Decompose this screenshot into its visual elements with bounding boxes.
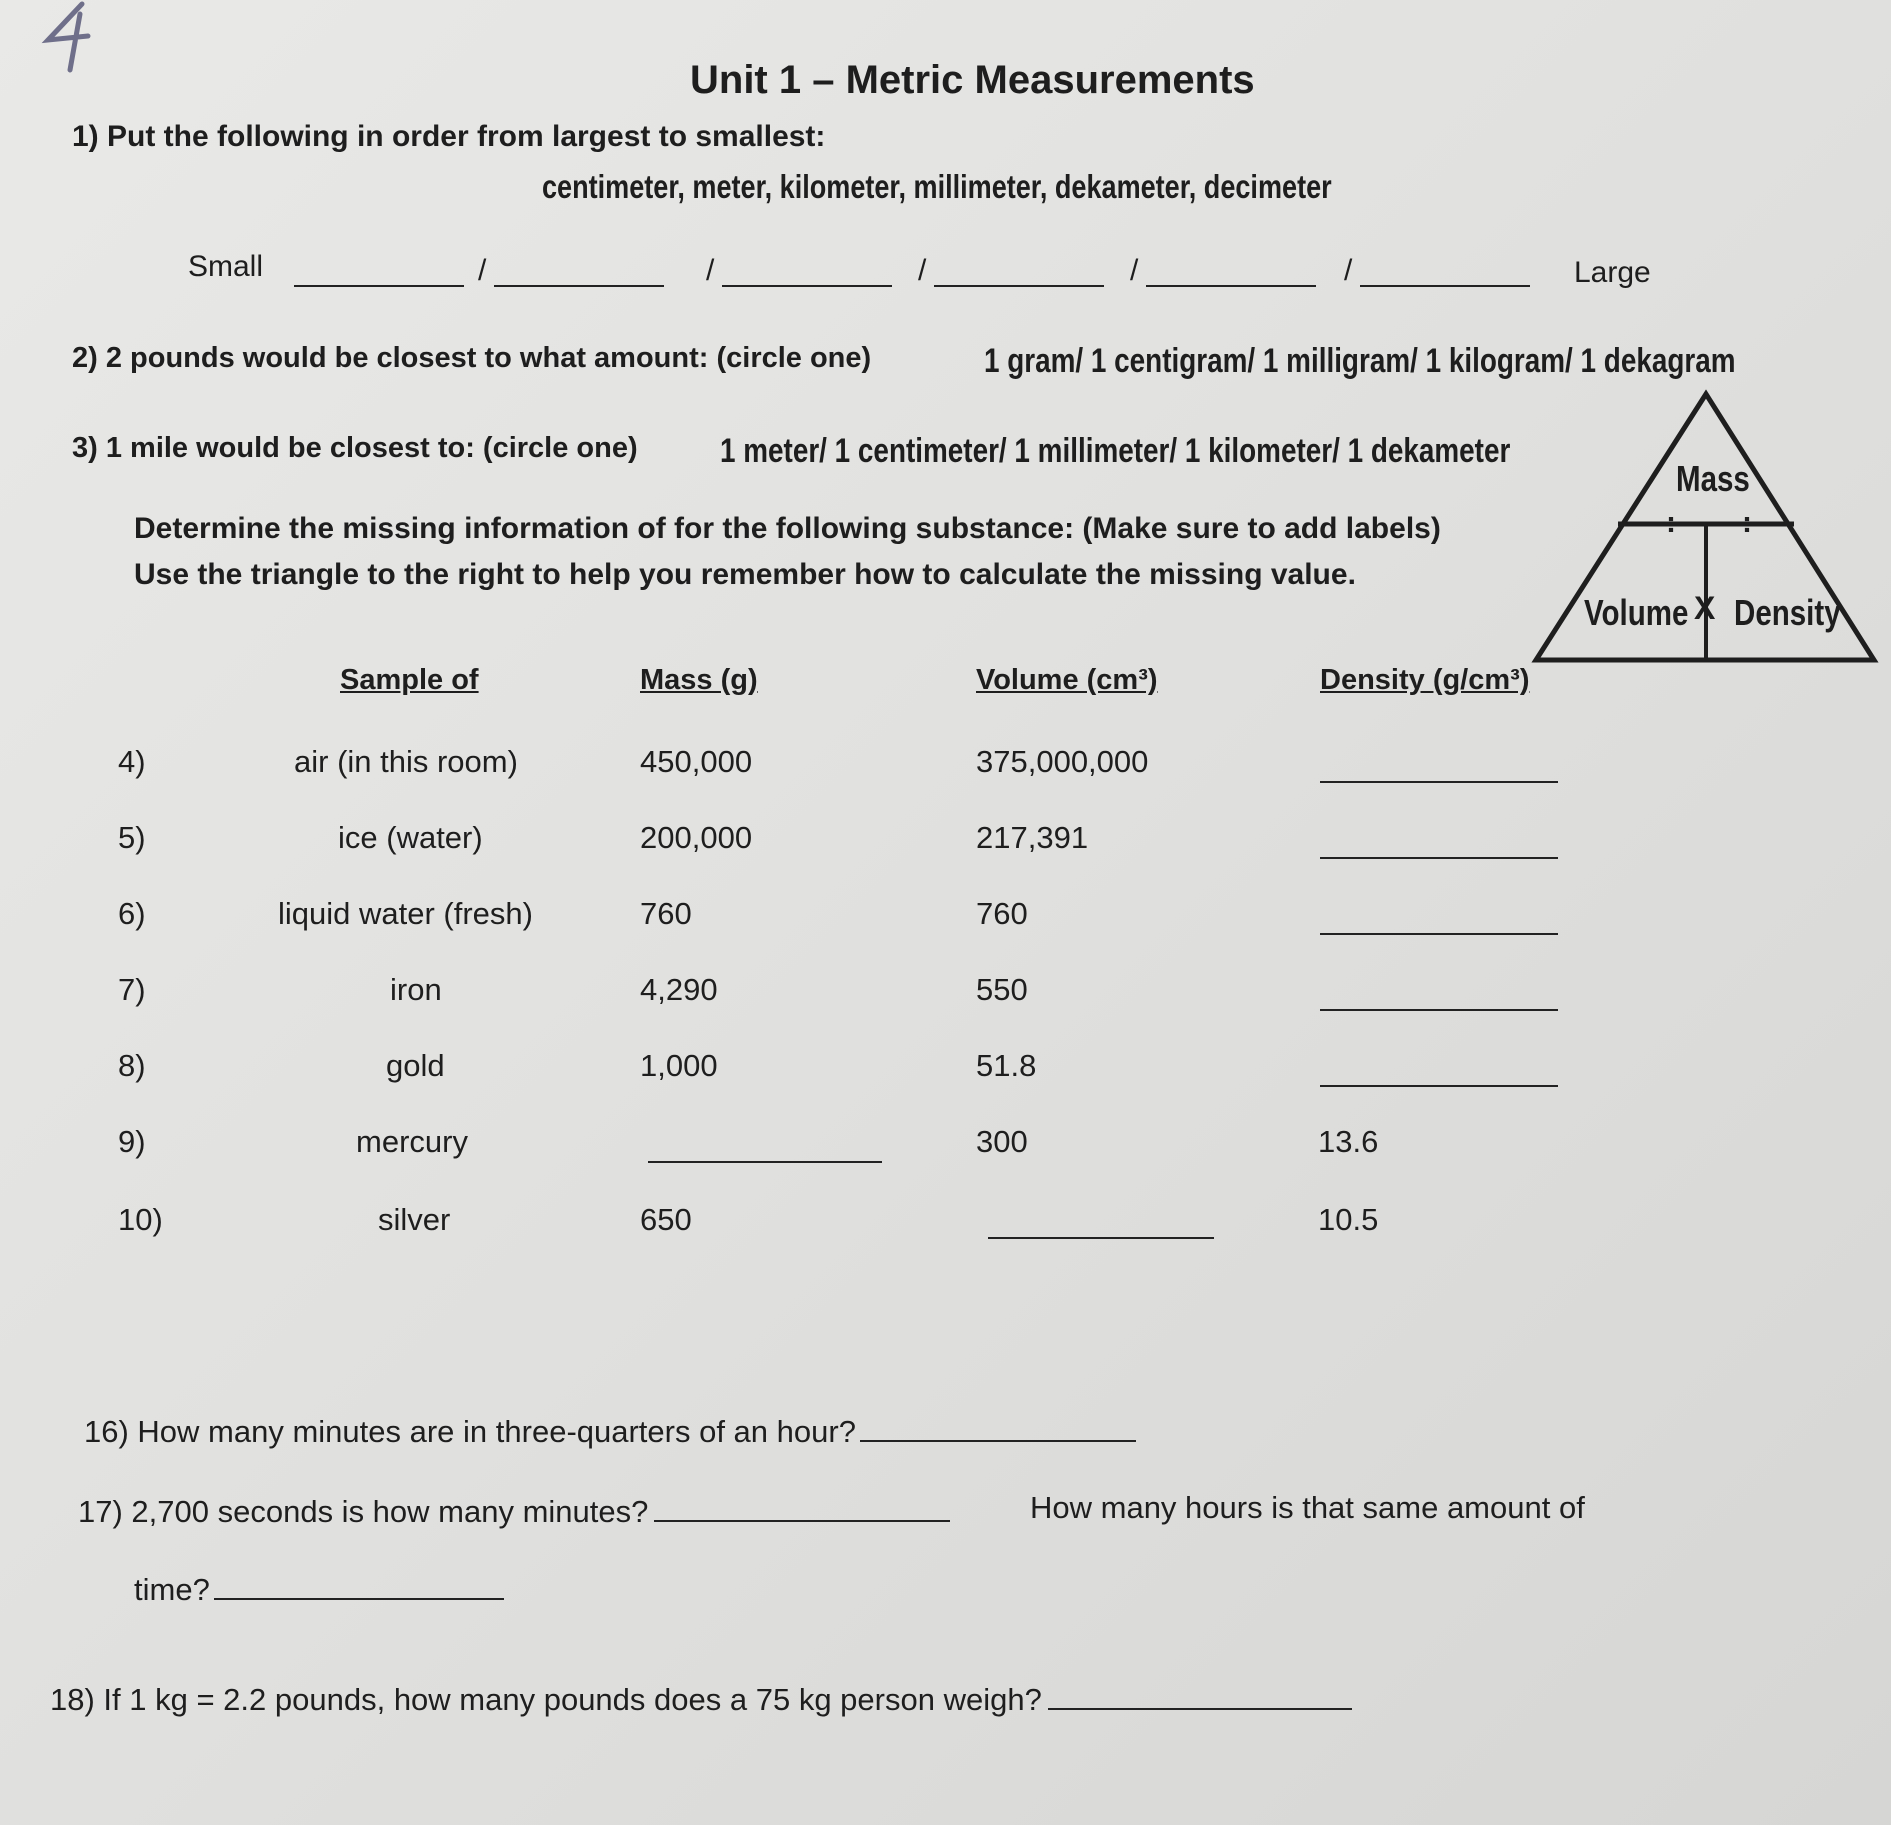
- density-blank[interactable]: [1320, 932, 1558, 935]
- q1-prompt: 1) Put the following in order from largest to smallest:: [72, 120, 826, 153]
- row-volume: 375,000,000: [976, 744, 1149, 779]
- row-volume: 760: [976, 896, 1028, 931]
- row-sample: ice (water): [338, 820, 483, 855]
- mass-blank[interactable]: [648, 1160, 882, 1163]
- page-title: Unit 1 – Metric Measurements: [690, 58, 1255, 102]
- order-blank-3[interactable]: [722, 284, 892, 287]
- density-blank[interactable]: [1320, 1008, 1558, 1011]
- row-sample: air (in this room): [294, 744, 518, 779]
- q17-minutes-blank[interactable]: [654, 1519, 950, 1522]
- row-number: 5): [118, 820, 146, 855]
- header-sample: Sample of: [340, 664, 479, 696]
- row-sample: liquid water (fresh): [278, 896, 533, 931]
- q16: [84, 1414, 1136, 1450]
- row-mass: 1,000: [640, 1048, 718, 1083]
- separator: /: [918, 254, 927, 287]
- q16-answer-blank[interactable]: [860, 1439, 1136, 1442]
- row-number: 6): [118, 896, 146, 931]
- instructions-line-2: Use the triangle to the right to help you remember how to calculate the missing value.: [134, 558, 1356, 591]
- q3-options[interactable]: 1 meter/ 1 centimeter/ 1 millimeter/ 1 kilometer/ 1 dekameter: [720, 432, 1511, 470]
- triangle-volume-label: Volume: [1584, 592, 1689, 633]
- row-mass: 760: [640, 896, 692, 931]
- row-volume: 51.8: [976, 1048, 1037, 1083]
- order-blank-1[interactable]: [294, 284, 464, 287]
- row-density: 13.6: [1318, 1124, 1379, 1159]
- q17-hours-blank[interactable]: [214, 1597, 504, 1600]
- separator: /: [1130, 254, 1139, 287]
- q17-text-1: 17) 2,700 seconds is how many minutes?: [78, 1494, 649, 1529]
- row-mass: 200,000: [640, 820, 753, 855]
- q16-text: 16) How many minutes are in three-quarters of an hour?: [84, 1414, 856, 1449]
- row-number: 9): [118, 1124, 146, 1159]
- q1-unit-list: centimeter, meter, kilometer, millimeter, dekameter, decimeter: [542, 168, 1332, 205]
- row-density: 10.5: [1318, 1202, 1379, 1237]
- q18-text: 18) If 1 kg = 2.2 pounds, how many pounds does a 75 kg person weigh?: [50, 1682, 1042, 1717]
- triangle-divide-left: :: [1666, 506, 1676, 539]
- q17-line-2: [134, 1572, 504, 1608]
- q17-text-2: How many hours is that same amount of: [1030, 1490, 1585, 1525]
- q17-text-3: time?: [134, 1572, 210, 1607]
- row-sample: iron: [390, 972, 442, 1007]
- order-blank-5[interactable]: [1146, 284, 1316, 287]
- table-row: [0, 1202, 1891, 1252]
- instructions-line-1: Determine the missing information of for the following substance: (Make sure to add labels): [134, 512, 1441, 545]
- row-volume: 550: [976, 972, 1028, 1007]
- q18-answer-blank[interactable]: [1048, 1707, 1352, 1710]
- q2-text: 2) 2 pounds would be closest to what amount: (circle one): [72, 342, 872, 374]
- q2-options[interactable]: 1 gram/ 1 centigram/ 1 milligram/ 1 kilogram/ 1 dekagram: [984, 342, 1736, 380]
- table-row: [0, 972, 1891, 1022]
- volume-blank[interactable]: [988, 1236, 1214, 1239]
- triangle-density-label: Density: [1734, 592, 1841, 633]
- row-sample: mercury: [356, 1124, 468, 1159]
- header-mass: Mass (g): [640, 664, 758, 696]
- row-number: 10): [118, 1202, 163, 1237]
- triangle-divide-right: :: [1742, 506, 1752, 539]
- header-volume: Volume (cm³): [976, 664, 1158, 696]
- table-row: [0, 820, 1891, 870]
- row-mass: 650: [640, 1202, 692, 1237]
- density-blank[interactable]: [1320, 780, 1558, 783]
- separator: /: [1344, 254, 1353, 287]
- density-blank[interactable]: [1320, 856, 1558, 859]
- table-row: [0, 744, 1891, 794]
- q3-text: 3) 1 mile would be closest to: (circle one): [72, 432, 638, 464]
- row-number: 8): [118, 1048, 146, 1083]
- separator: /: [706, 254, 715, 287]
- q1-order-row: [188, 250, 1678, 300]
- row-number: 7): [118, 972, 146, 1007]
- triangle-mass-label: Mass: [1676, 458, 1750, 499]
- row-sample: gold: [386, 1048, 445, 1083]
- row-volume: 300: [976, 1124, 1028, 1159]
- order-blank-4[interactable]: [934, 284, 1104, 287]
- row-mass: 450,000: [640, 744, 753, 779]
- separator: /: [478, 254, 487, 287]
- handwritten-mark: [30, 0, 110, 80]
- table-row: [0, 1124, 1891, 1174]
- row-sample: silver: [378, 1202, 451, 1237]
- table-row: [0, 896, 1891, 946]
- row-number: 4): [118, 744, 146, 779]
- large-label: Large: [1574, 256, 1651, 289]
- row-mass: 4,290: [640, 972, 718, 1007]
- row-volume: 217,391: [976, 820, 1089, 855]
- order-blank-2[interactable]: [494, 284, 664, 287]
- order-blank-6[interactable]: [1360, 284, 1530, 287]
- header-density: Density (g/cm³): [1320, 664, 1530, 696]
- q18: [50, 1682, 1352, 1718]
- small-label: Small: [188, 250, 264, 283]
- density-blank[interactable]: [1320, 1084, 1558, 1087]
- table-row: [0, 1048, 1891, 1098]
- triangle-times-symbol: X: [1694, 590, 1716, 626]
- q17: [78, 1494, 950, 1530]
